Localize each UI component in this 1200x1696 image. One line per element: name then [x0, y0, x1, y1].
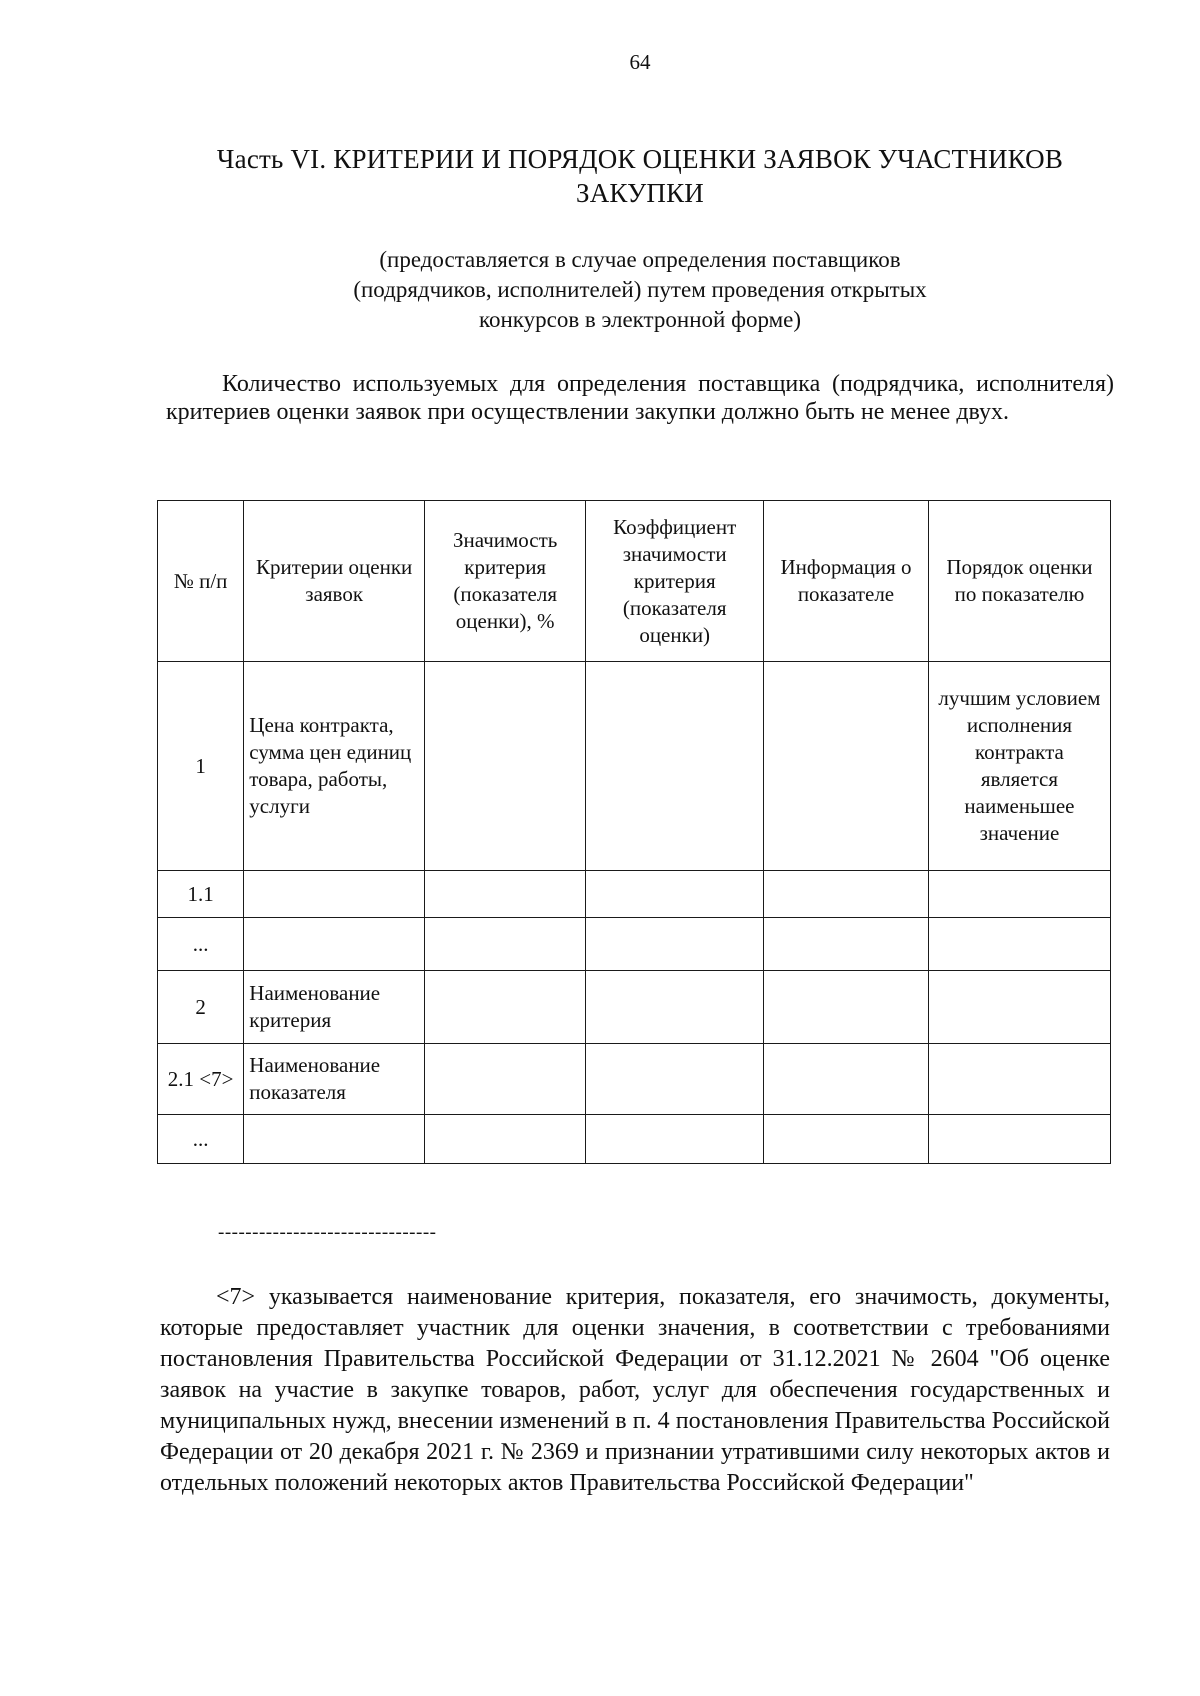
- cell-info: [764, 1044, 929, 1115]
- page-subtitle-line-1: (предоставляется в случае определения поставщиков: [379, 247, 901, 272]
- cell-num: 2: [158, 971, 244, 1044]
- cell-criteria: [244, 918, 425, 971]
- cell-significance: [425, 918, 586, 971]
- cell-info: [764, 1115, 929, 1164]
- page-subtitle: [240, 245, 1040, 335]
- header-criteria: Критерии оценки заявок: [244, 501, 425, 662]
- page-title-line-2: ЗАКУПКИ: [575, 178, 704, 208]
- cell-significance: [425, 662, 586, 871]
- header-info: Информация о показателе: [764, 501, 929, 662]
- cell-num: ...: [158, 1115, 244, 1164]
- table-row: [158, 871, 1111, 918]
- page-title: [180, 142, 1100, 210]
- cell-criteria: Наименование критерия: [244, 971, 425, 1044]
- cell-info: [764, 662, 929, 871]
- cell-criteria: [244, 871, 425, 918]
- footnote-7: <7> указывается наименование критерия, показателя, его значимость, документы, которые предоставляет участник для оценки значения, в соответствии с требованиями постановления Правительства Российской Федерации от 31.12.2021 № 2604 "Об оценке заявок на участие в закупке товаров, работ, услуг для обеспечения государственных и муниципальных нужд, внесении изменений в п. 4 постановления Правительства Российской Федерации от 20 декабря 2021 г. № 2369 и признании утратившими силу некоторых актов и отдельных положений некоторых актов Правительства Российской Федерации": [160, 1284, 1110, 1496]
- cell-criteria: Наименование показателя: [244, 1044, 425, 1115]
- cell-order: [928, 918, 1110, 971]
- cell-info: [764, 871, 929, 918]
- table-row: [158, 918, 1111, 971]
- page-subtitle-line-3: конкурсов в электронной форме): [478, 307, 802, 332]
- cell-info: [764, 971, 929, 1044]
- header-significance: Значимость критерия (показателя оценки), %: [425, 501, 586, 662]
- table-header-row: [158, 501, 1111, 662]
- cell-order: лучшим условием исполнения контракта является наименьшее значение: [928, 662, 1110, 871]
- table-row: [158, 662, 1111, 871]
- page-subtitle-line-2: (подрядчиков, исполнителей) путем проведения открытых: [353, 277, 927, 302]
- cell-num: ...: [158, 918, 244, 971]
- intro-paragraph: Количество используемых для определения поставщика (подрядчика, исполнителя) критериев оценки заявок при осуществлении закупки должно быть не менее двух.: [166, 371, 1114, 425]
- footnote-separator: --------------------------------: [218, 1222, 437, 1243]
- cell-coefficient: [586, 1115, 764, 1164]
- cell-order: [928, 1115, 1110, 1164]
- cell-criteria: [244, 1115, 425, 1164]
- cell-coefficient: [586, 918, 764, 971]
- cell-order: [928, 871, 1110, 918]
- cell-order: [928, 1044, 1110, 1115]
- header-order: Порядок оценки по показателю: [928, 501, 1110, 662]
- cell-num: 1: [158, 662, 244, 871]
- cell-coefficient: [586, 1044, 764, 1115]
- page-number: 64: [629, 50, 651, 74]
- cell-coefficient: [586, 662, 764, 871]
- page-title-line-1: Часть VI. КРИТЕРИИ И ПОРЯДОК ОЦЕНКИ ЗАЯВОК УЧАСТНИКОВ: [216, 144, 1064, 174]
- cell-info: [764, 918, 929, 971]
- table-row: [158, 1044, 1111, 1115]
- cell-coefficient: [586, 871, 764, 918]
- cell-coefficient: [586, 971, 764, 1044]
- header-coefficient: Коэффициент значимости критерия (показателя оценки): [586, 501, 764, 662]
- cell-significance: [425, 971, 586, 1044]
- cell-order: [928, 971, 1110, 1044]
- cell-num: 1.1: [158, 871, 244, 918]
- header-num: № п/п: [158, 501, 244, 662]
- cell-criteria: Цена контракта, сумма цен единиц товара, работы, услуги: [244, 662, 425, 871]
- cell-significance: [425, 1044, 586, 1115]
- table-row: [158, 971, 1111, 1044]
- cell-significance: [425, 1115, 586, 1164]
- cell-significance: [425, 871, 586, 918]
- table-row: [158, 1115, 1111, 1164]
- criteria-table: [157, 500, 1111, 1164]
- cell-num: 2.1 <7>: [158, 1044, 244, 1115]
